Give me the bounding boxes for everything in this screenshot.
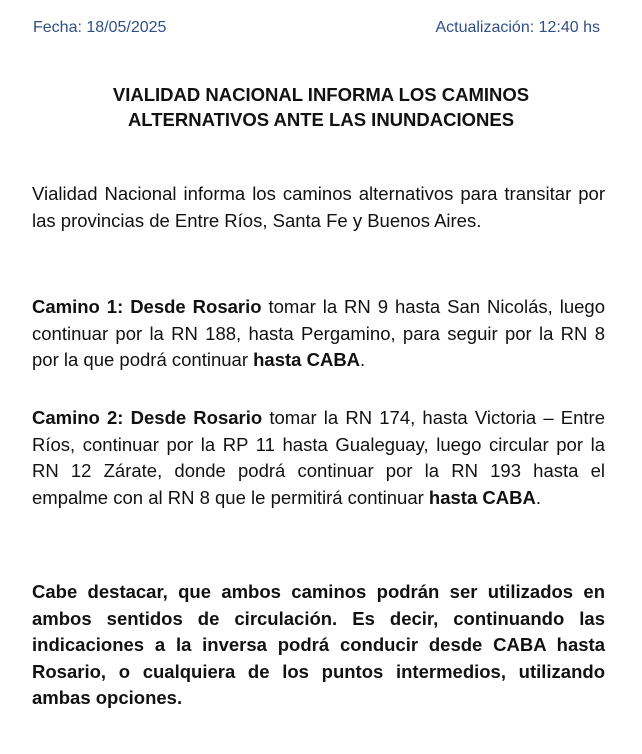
route-1-label: Camino 1: xyxy=(32,296,124,317)
route-2-origin: Desde Rosario xyxy=(130,407,263,428)
route-2-end: . xyxy=(535,486,541,508)
update-time-label: Actualización: 12:40 hs xyxy=(435,19,600,36)
title-line-1: VIALIDAD NACIONAL INFORMA LOS CAMINOS xyxy=(112,84,530,105)
route-2-paragraph xyxy=(32,405,605,511)
route-1-end: . xyxy=(360,349,366,370)
route-1-paragraph xyxy=(32,294,605,374)
closing-paragraph: Cabe destacar, que ambos caminos podrán ser utilizados en ambos sentidos de circulación. Es decir, continuando las indicaciones a la inversa podrá conducir desde CABA hasta Rosario, o cualquiera de los puntos intermedios, utilizando ambas opciones. xyxy=(32,581,605,708)
route-1-text: tomar la RN 9 hasta San Nicolás, luego continuar por la RN 188, hasta Pergamino, para seguir por la RN 8 por la que podrá continuar xyxy=(32,296,606,370)
route-2-label: Camino 2: xyxy=(32,407,124,428)
date-label: Fecha: 18/05/2025 xyxy=(33,19,167,36)
route-1-destination: hasta CABA xyxy=(253,349,361,370)
intro-paragraph: Vialidad Nacional informa los caminos alternativos para transitar por las provincias de Entre Ríos, Santa Fe y Buenos Aires. xyxy=(32,183,605,231)
document-title xyxy=(40,82,602,132)
route-2-destination: hasta CABA xyxy=(428,486,536,508)
route-2-text: tomar la RN 174, hasta Victoria – Entre Ríos, continuar por la RP 11 hasta Gualeguay, luego circular por la RN 12 Zárate, donde podrá continuar por la RN 193 hasta el empalme con al RN 8 que le permitirá continuar xyxy=(32,407,606,508)
title-line-2: ALTERNATIVOS ANTE LAS INUNDACIONES xyxy=(127,109,515,130)
route-1-origin: Desde Rosario xyxy=(130,296,262,317)
